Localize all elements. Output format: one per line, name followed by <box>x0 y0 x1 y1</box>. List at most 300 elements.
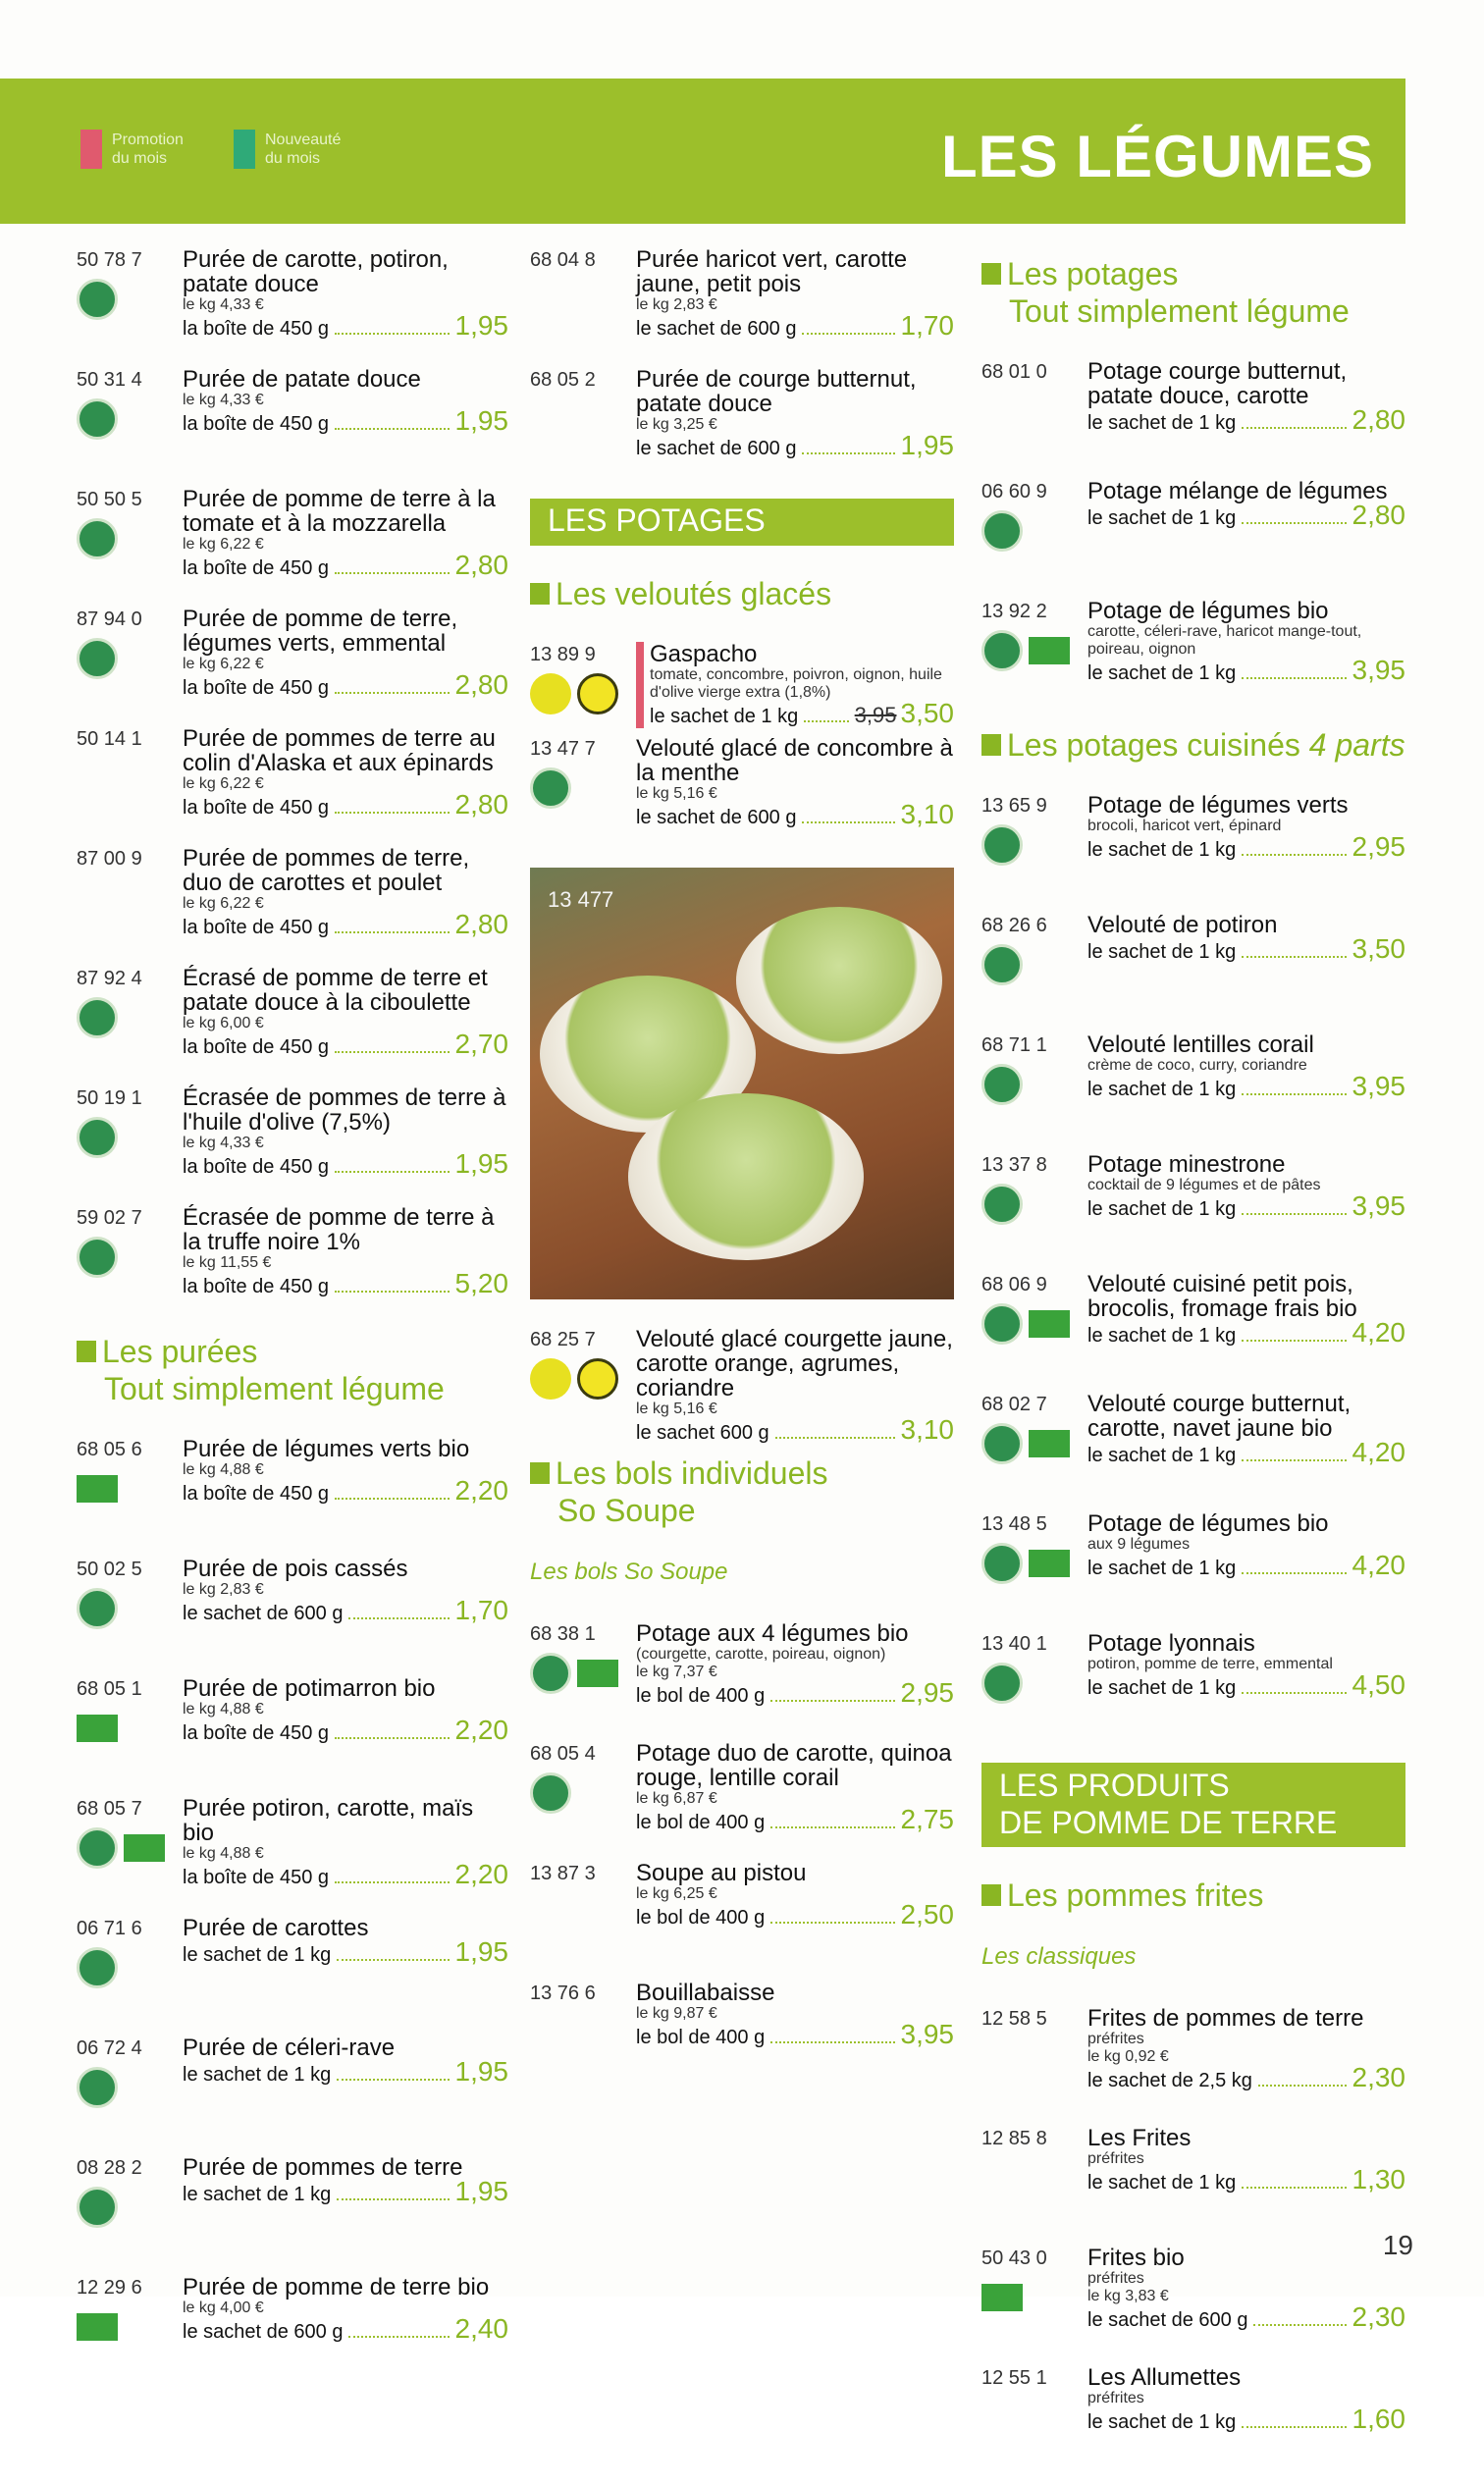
bio-leaf-icon <box>1029 1550 1070 1577</box>
column-1 <box>77 247 508 2395</box>
pack-size: le sachet de 1 kg <box>1087 1198 1237 1220</box>
vegetarian-icon <box>530 767 571 809</box>
product-name: Potage de légumes bio <box>1087 1510 1329 1537</box>
section-line1: LES PRODUITS <box>999 1768 1230 1803</box>
legend-promo <box>80 130 200 169</box>
product-name: Purée de potimarron bio <box>183 1675 436 1702</box>
product-item <box>981 1152 1405 1272</box>
code-text: 68 38 1 <box>530 1623 596 1645</box>
badges <box>981 944 1087 985</box>
code-text: 13 89 9 <box>530 644 596 665</box>
price: 2,30 <box>1352 2301 1405 2332</box>
product-code <box>981 2006 1087 2126</box>
badges <box>77 1708 183 1742</box>
product-list <box>77 1437 508 2395</box>
photo-code: 13 477 <box>548 887 614 912</box>
price-per-kg: le kg 2,83 € <box>636 296 717 313</box>
product-desc <box>1087 1631 1405 1751</box>
product-item <box>981 479 1405 599</box>
product-item <box>77 1085 508 1205</box>
pack-size: le sachet de 1 kg <box>1087 839 1237 861</box>
price-per-kg: le kg 7,37 € <box>636 1664 717 1680</box>
product-code <box>981 1631 1087 1751</box>
badges <box>981 1663 1087 1704</box>
code-text: 13 48 5 <box>981 1513 1047 1535</box>
product-desc <box>183 247 508 367</box>
product-name: Potage courge butternut, patate douce, carotte <box>1087 358 1348 409</box>
price: 1,95 <box>454 310 508 341</box>
soup-bowl-icon <box>628 1093 864 1260</box>
product-item <box>77 1205 508 1325</box>
legend-new-label: Nouveauté du mois <box>265 132 342 167</box>
product-code <box>981 599 1087 718</box>
vegetarian-icon <box>77 638 118 679</box>
product-name: Purée de carottes <box>183 1915 369 1941</box>
price: 2,80 <box>454 789 508 820</box>
code-text: 13 47 7 <box>530 738 596 760</box>
pack-size: le sachet de 1 kg <box>1087 1325 1237 1347</box>
product-code <box>981 1152 1087 1272</box>
price-line <box>636 1414 954 1445</box>
page-header <box>0 79 1405 224</box>
pack-size: le sachet de 600 g <box>1087 2309 1248 2331</box>
pack-size: la boîte de 450 g <box>183 318 330 340</box>
vegetarian-icon <box>77 1117 118 1158</box>
leader-dots <box>804 720 848 722</box>
product-code <box>77 846 183 966</box>
price-line <box>183 1029 508 1059</box>
product-desc <box>1087 913 1405 1032</box>
product-list <box>77 247 508 1325</box>
price: 3,95 <box>1352 1071 1405 1101</box>
product-code <box>77 607 183 726</box>
product-desc <box>183 607 508 726</box>
price-per-kg: le kg 0,92 € <box>1087 2048 1169 2065</box>
price-line <box>183 550 508 580</box>
vital-icon <box>530 673 571 714</box>
price-line <box>636 310 954 341</box>
product-list <box>981 793 1405 1751</box>
product-name: Purée de pommes de terre au colin d'Alaska et aux épinards <box>183 725 496 776</box>
product-code <box>981 479 1087 599</box>
product-code <box>530 367 636 487</box>
pack-size: le sachet de 1 kg <box>183 2064 332 2086</box>
product-name: Purée potiron, carotte, maïs bio <box>183 1795 474 1846</box>
leader-dots <box>802 333 894 335</box>
pack-size: le sachet de 600 g <box>636 318 797 340</box>
price: 1,70 <box>900 310 954 341</box>
product-name: Frites bio <box>1087 2245 1185 2271</box>
code-text: 13 87 3 <box>530 1863 596 1884</box>
product-desc <box>183 966 508 1085</box>
section-line2: DE POMME DE TERRE <box>999 1805 1338 1840</box>
product-name: Velouté lentilles corail <box>1087 1031 1314 1058</box>
product-item <box>530 1861 954 1981</box>
product-name: Potage aux 4 légumes bio <box>636 1620 909 1647</box>
product-name: Potage duo de carotte, quinoa rouge, lentille corail <box>636 1740 952 1791</box>
product-name: Potage lyonnais <box>1087 1630 1255 1657</box>
product-item <box>981 1631 1405 1751</box>
price: 2,50 <box>900 1899 954 1930</box>
badges <box>530 767 636 809</box>
product-code <box>981 2126 1087 2246</box>
price: 2,20 <box>454 1859 508 1889</box>
leader-dots <box>335 692 449 694</box>
price-line <box>183 669 508 700</box>
promo-marker-icon <box>636 642 644 728</box>
leader-dots <box>1242 1340 1346 1342</box>
pack-size: le bol de 400 g <box>636 1685 766 1707</box>
price: 2,80 <box>454 909 508 939</box>
bio-leaf-icon <box>77 2313 118 2341</box>
product-desc <box>1087 2006 1405 2126</box>
badges <box>77 1468 183 1503</box>
product-list <box>530 247 954 487</box>
price-per-kg: le kg 4,88 € <box>183 1461 264 1478</box>
product-sub: crème de coco, curry, coriandre <box>1087 1057 1307 1074</box>
product-code <box>77 367 183 487</box>
product-code <box>77 1085 183 1205</box>
price-line <box>183 1859 508 1889</box>
product-code <box>77 1205 183 1325</box>
price: 1,95 <box>454 1148 508 1179</box>
code-text: 87 94 0 <box>77 608 142 630</box>
price-per-kg: le kg 3,83 € <box>1087 2288 1169 2304</box>
product-code <box>77 966 183 1085</box>
leader-dots <box>335 1171 449 1173</box>
leader-dots <box>335 931 449 933</box>
product-name: Velouté glacé de concombre à la menthe <box>636 735 953 786</box>
leader-dots <box>1242 1572 1346 1574</box>
badges <box>981 2277 1087 2311</box>
leader-dots <box>348 1617 449 1619</box>
square-bullet-icon <box>77 1341 96 1362</box>
leader-dots <box>770 1922 894 1924</box>
leader-dots <box>1242 1692 1346 1694</box>
pack-size: le bol de 400 g <box>636 2027 766 2048</box>
product-code <box>77 487 183 607</box>
product-name: Purée de pois cassés <box>183 1556 408 1582</box>
subheading-line2: Tout simplement légume <box>104 1371 445 1406</box>
product-code <box>981 359 1087 479</box>
product-desc <box>183 2275 508 2395</box>
pack-size: la boîte de 450 g <box>183 1867 330 1888</box>
product-code <box>77 1557 183 1676</box>
price-line <box>183 405 508 436</box>
code-text: 68 04 8 <box>530 249 596 271</box>
product-name: Potage mélange de légumes <box>1087 478 1388 504</box>
badges <box>981 1064 1087 1105</box>
product-item <box>77 1557 508 1676</box>
product-desc <box>183 2036 508 2155</box>
vegetarian-icon <box>77 1588 118 1629</box>
product-name: Purée de patate douce <box>183 366 421 393</box>
price: 2,80 <box>454 550 508 580</box>
code-text: 06 71 6 <box>77 1918 142 1939</box>
price-line <box>183 1268 508 1298</box>
code-text: 68 25 7 <box>530 1329 596 1350</box>
product-desc <box>636 1981 954 2100</box>
code-text: 68 02 7 <box>981 1394 1047 1415</box>
subheading-bols <box>530 1454 954 1529</box>
price-per-kg: le kg 6,00 € <box>183 1015 264 1031</box>
pack-size: le bol de 400 g <box>636 1907 766 1929</box>
product-list <box>530 1327 954 1447</box>
code-text: 68 26 6 <box>981 915 1047 936</box>
product-desc <box>1087 479 1405 599</box>
price-per-kg: le kg 4,33 € <box>183 1135 264 1151</box>
product-sub: tomate, concombre, poivron, oignon, huile d'olive vierge extra (1,8%) <box>650 666 942 701</box>
vegetarian-icon <box>77 1827 118 1869</box>
code-text: 50 14 1 <box>77 728 142 750</box>
product-name: Écrasée de pomme de terre à la truffe noire 1% <box>183 1204 495 1255</box>
product-desc <box>1087 793 1405 913</box>
price: 1,60 <box>1352 2404 1405 2434</box>
product-sub: aux 9 légumes <box>1087 1536 1191 1553</box>
price-line <box>183 310 508 341</box>
price-line <box>636 430 954 460</box>
badges <box>77 518 183 559</box>
badges <box>77 279 183 320</box>
leader-dots <box>335 572 449 574</box>
subheading-em: 4 parts <box>1308 727 1405 763</box>
square-bullet-icon <box>981 734 1001 756</box>
leader-dots <box>335 1498 449 1500</box>
pack-size: le sachet de 600 g <box>636 807 797 828</box>
price-per-kg: le kg 4,88 € <box>183 1701 264 1718</box>
code-text: 08 28 2 <box>77 2157 142 2179</box>
vegetarian-icon <box>981 1184 1023 1225</box>
product-item <box>981 1272 1405 1392</box>
product-list <box>530 736 954 856</box>
bio-leaf-icon <box>1029 637 1070 664</box>
price-per-kg: le kg 6,25 € <box>636 1885 717 1902</box>
product-code <box>77 726 183 846</box>
leader-dots <box>1242 1093 1346 1095</box>
leader-dots <box>1253 2324 1346 2326</box>
product-code <box>530 1621 636 1741</box>
product-desc <box>183 1676 508 1796</box>
pack-size: le sachet de 600 g <box>183 2321 344 2343</box>
subheading-text: Les pommes frites <box>1007 1877 1264 1913</box>
product-desc <box>1087 2126 1405 2246</box>
code-text: 68 05 6 <box>77 1439 142 1460</box>
product-sub: brocoli, haricot vert, épinard <box>1087 818 1282 834</box>
product-desc <box>636 247 954 367</box>
leader-dots <box>1242 1459 1346 1461</box>
vegetarian-icon <box>77 398 118 440</box>
code-text: 06 60 9 <box>981 481 1047 502</box>
product-list <box>530 1621 954 2100</box>
code-text: 68 05 1 <box>77 1678 142 1700</box>
category-label: Les classiques <box>981 1943 1137 1970</box>
price: 3,50 <box>900 698 954 728</box>
vegetarian-icon <box>981 944 1023 985</box>
soup-photo <box>530 868 954 1299</box>
product-item <box>77 2155 508 2275</box>
product-name: Potage minestrone <box>1087 1151 1286 1178</box>
code-text: 50 02 5 <box>77 1559 142 1580</box>
leader-dots <box>335 1051 449 1053</box>
product-desc <box>636 1741 954 1861</box>
product-item <box>77 1437 508 1557</box>
price-line <box>183 2176 508 2206</box>
badges <box>981 1303 1087 1345</box>
product-name: Purée de carotte, potiron, patate douce <box>183 246 449 297</box>
product-item <box>530 1621 954 1741</box>
product-name: Gaspacho <box>650 641 758 667</box>
product-desc <box>183 1796 508 1916</box>
price-per-kg: le kg 2,83 € <box>183 1581 264 1598</box>
product-sub: préfrites <box>1087 2270 1144 2287</box>
product-code <box>77 1916 183 2036</box>
product-code <box>981 1511 1087 1631</box>
vegetarian-icon <box>77 2187 118 2228</box>
pack-size: la boîte de 450 g <box>183 413 330 435</box>
product-name: Velouté cuisiné petit pois, brocolis, fromage frais bio <box>1087 1271 1357 1322</box>
subheading-veloutes <box>530 575 954 612</box>
product-item <box>981 2246 1405 2365</box>
price-line <box>650 698 954 728</box>
page-number: 19 <box>1382 2230 1413 2260</box>
price: 2,95 <box>1352 831 1405 862</box>
code-text: 50 31 4 <box>77 369 142 391</box>
product-name: Velouté glacé courgette jaune, carotte orange, agrumes, coriandre <box>636 1326 953 1401</box>
code-text: 68 06 9 <box>981 1274 1047 1295</box>
square-bullet-icon <box>530 583 550 605</box>
subheading-cuisines <box>981 726 1405 764</box>
leader-dots <box>802 821 894 823</box>
product-sub: potiron, pomme de terre, emmental <box>1087 1656 1333 1672</box>
leader-dots <box>1258 2085 1347 2087</box>
product-code <box>77 1676 183 1796</box>
pack-size: le sachet de 1 kg <box>183 2184 332 2205</box>
subheading-text: Les veloutés glacés <box>556 576 832 611</box>
price: 3,50 <box>1352 933 1405 964</box>
leader-dots <box>1242 1213 1346 1215</box>
leader-dots <box>770 1826 894 1828</box>
product-code <box>530 1741 636 1861</box>
product-desc <box>636 1327 954 1447</box>
price: 5,20 <box>454 1268 508 1298</box>
code-text: 13 76 6 <box>530 1983 596 2004</box>
price: 4,20 <box>1352 1550 1405 1580</box>
product-item <box>981 599 1405 718</box>
price-line <box>636 1804 954 1834</box>
product-desc <box>636 736 954 856</box>
price: 2,80 <box>1352 500 1405 530</box>
price: 2,70 <box>454 1029 508 1059</box>
badges <box>77 997 183 1038</box>
badges <box>530 673 636 714</box>
badges <box>530 1358 636 1400</box>
price-line <box>183 2313 508 2344</box>
pack-size: le bol de 400 g <box>636 1812 766 1833</box>
product-item <box>981 793 1405 913</box>
product-code <box>981 2365 1087 2485</box>
product-item <box>530 247 954 367</box>
pack-size: le sachet de 1 kg <box>1087 2411 1237 2433</box>
leader-dots <box>1242 2426 1346 2428</box>
price: 2,75 <box>900 1804 954 1834</box>
leader-dots <box>1242 427 1346 429</box>
product-code <box>530 1327 636 1447</box>
pack-size: le sachet de 1 kg <box>1087 412 1237 434</box>
code-text: 12 58 5 <box>981 2008 1047 2030</box>
product-item <box>530 1741 954 1861</box>
price: 3,10 <box>900 1414 954 1445</box>
code-text: 12 29 6 <box>77 2277 142 2299</box>
vegetarian-icon <box>77 1947 118 1988</box>
price-line <box>1087 1071 1405 1101</box>
price: 3,95 <box>1352 1190 1405 1221</box>
bio-leaf-icon <box>77 1475 118 1503</box>
price-line <box>183 1595 508 1625</box>
product-name: Purée de courge butternut, patate douce <box>636 366 917 417</box>
product-item <box>77 367 508 487</box>
product-item <box>77 1796 508 1916</box>
price: 2,30 <box>1352 2062 1405 2092</box>
price-line <box>636 799 954 829</box>
product-item <box>77 966 508 1085</box>
product-item <box>981 913 1405 1032</box>
pack-size: le sachet de 2,5 kg <box>1087 2070 1252 2091</box>
product-code <box>530 736 636 856</box>
pack-size: le sachet de 1 kg <box>1087 2172 1237 2194</box>
code-text: 68 05 7 <box>77 1798 142 1820</box>
subheading-frites <box>981 1877 1405 1914</box>
price: 1,70 <box>454 1595 508 1625</box>
product-name: Potage de légumes bio <box>1087 598 1329 624</box>
vegetarian-icon <box>530 1772 571 1814</box>
product-desc <box>1087 2246 1405 2365</box>
vegetarian-icon <box>981 1303 1023 1345</box>
code-text: 06 72 4 <box>77 2037 142 2059</box>
vegetarian-icon <box>77 997 118 1038</box>
pack-size: le sachet de 1 kg <box>183 1944 332 1966</box>
price-line <box>1087 2404 1405 2434</box>
pack-size: le sachet 600 g <box>636 1422 769 1444</box>
product-item <box>981 2126 1405 2246</box>
product-desc <box>1087 599 1405 718</box>
product-item <box>981 1511 1405 1631</box>
product-code <box>530 642 636 736</box>
price: 2,20 <box>454 1475 508 1506</box>
product-name: Écrasé de pomme de terre et patate douce à la ciboulette <box>183 965 488 1016</box>
product-desc <box>183 1085 508 1205</box>
product-name: Velouté de potiron <box>1087 912 1278 938</box>
product-name: Purée de pomme de terre à la tomate et à la mozzarella <box>183 486 496 537</box>
price-line <box>1087 404 1405 435</box>
product-name: Purée de pommes de terre <box>183 2154 463 2181</box>
code-text: 68 05 2 <box>530 369 596 391</box>
soup-bowl-icon <box>736 907 942 1054</box>
product-desc <box>636 1621 954 1741</box>
product-desc <box>183 367 508 487</box>
price-per-kg: le kg 6,22 € <box>183 895 264 912</box>
bio-leaf-icon <box>1029 1430 1070 1457</box>
subheading-potages <box>981 255 1405 330</box>
code-text: 68 71 1 <box>981 1034 1047 1056</box>
vegetarian-icon <box>530 1653 571 1694</box>
product-name: Bouillabaisse <box>636 1980 775 2006</box>
price-line <box>183 2056 508 2087</box>
price-line <box>183 1148 508 1179</box>
product-desc <box>1087 1032 1405 1152</box>
code-text: 50 19 1 <box>77 1087 142 1109</box>
subheading-line1: Les bols individuels <box>556 1455 828 1491</box>
code-text: 13 65 9 <box>981 795 1047 817</box>
